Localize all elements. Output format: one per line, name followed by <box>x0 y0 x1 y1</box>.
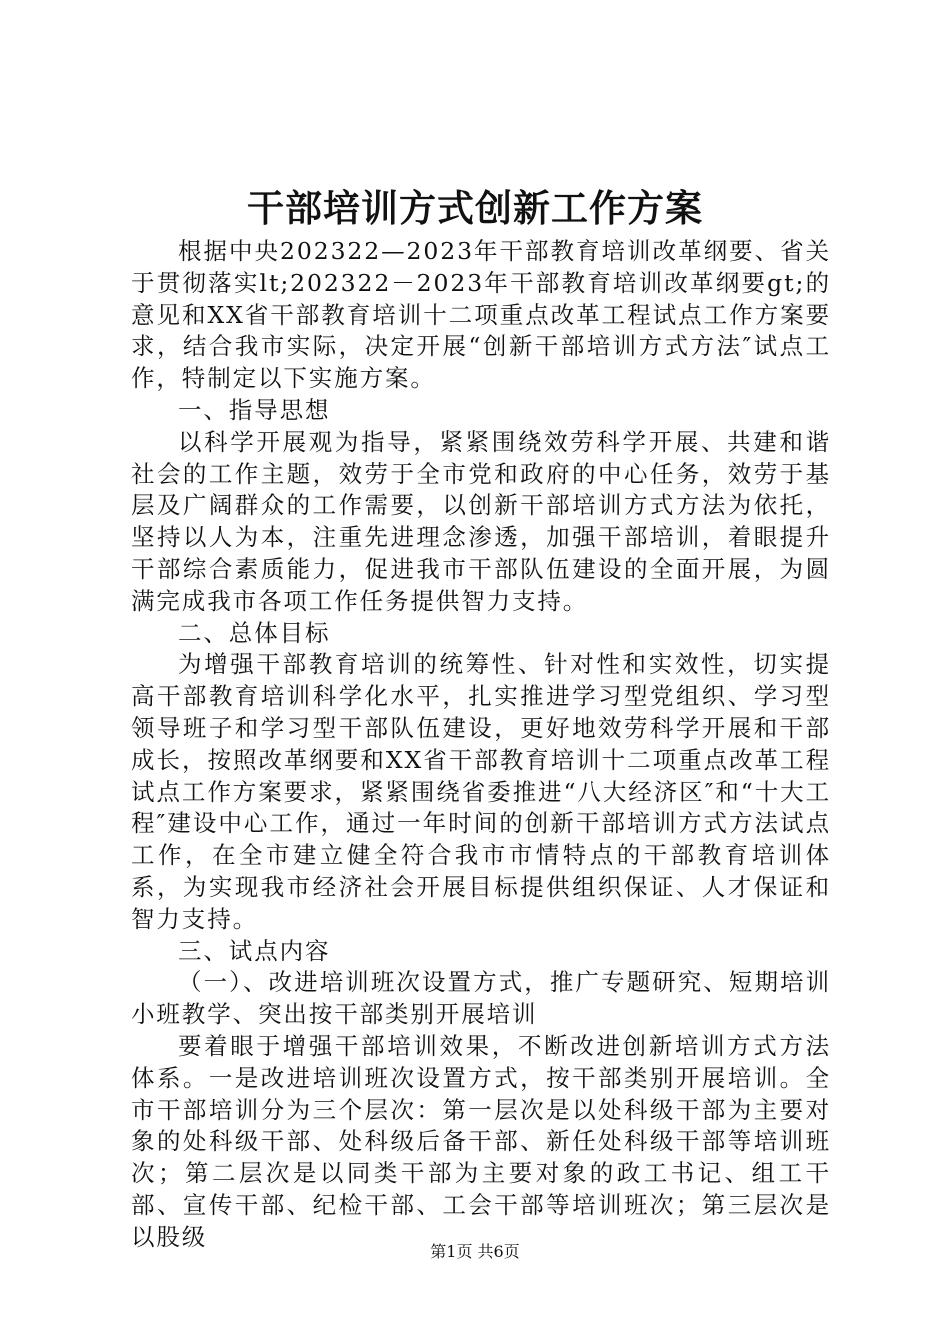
intro-paragraph: 根据中央202322—2023年干部教育培训改革纲要、省关于贯彻落实lt;202322－2023年干部教育培训改革纲要gt;的意见和XX省干部教育培训十二项重点改革工程试点工作方案要求，结合我市实际，决定开展“创新干部培训方式方法″试点工作，特制定以下实施方案。 <box>131 237 831 393</box>
subsection-heading-1: （一）、改进培训班次设置方式，推广专题研究、短期培训小班教学、突出按干部类别开展培训 <box>131 968 831 1029</box>
pilot-content-paragraph: 要着眼于增强干部培训效果，不断改进创新培训方式方法体系。一是改进培训班次设置方式，按干部类别开展培训。全市干部培训分为三个层次：第一层次是以处科级干部为主要对象的处科级干部、处科级后备干部、新任处科级干部等培训班次；第二层次是以同类干部为主要对象的政工书记、组工干部、宣传干部、纪检干部、工会干部等培训班次；第三层次是以股级 <box>131 1031 831 1251</box>
section-heading-overall-goal: 二、总体目标 <box>178 618 331 647</box>
page-footer: 第1页 共6页 <box>430 1242 520 1261</box>
section-heading-guiding-ideology: 一、指导思想 <box>178 395 331 424</box>
guiding-ideology-paragraph: 以科学开展观为指导，紧紧围绕效劳科学开展、共建和谐社会的工作主题，效劳于全市党和政府的中心任务，效劳于基层及广阔群众的工作需要，以创新干部培训方式方法为依托，坚持以人为本，注重先进理念渗透，加强干部培训，着眼提升干部综合素质能力，促进我市干部队伍建设的全面开展，为圆满完成我市各项工作任务提供智力支持。 <box>131 427 831 615</box>
document-body <box>131 236 831 1254</box>
section-heading-pilot-content: 三、试点内容 <box>178 936 331 965</box>
document-title: 干部培训方式创新工作方案 <box>247 186 703 230</box>
overall-goal-paragraph: 为增强干部教育培训的统筹性、针对性和实效性，切实提高干部教育培训科学化水平，扎实推进学习型党组织、学习型领导班子和学习型干部队伍建设，更好地效劳科学开展和干部成长，按照改革纲要和XX省干部教育培训十二项重点改革工程试点工作方案要求，紧紧围绕省委推进“八大经济区″和“十大工程″建设中心工作，通过一年时间的创新干部培训方式方法试点工作，在全市建立健全符合我市市情特点的干部教育培训体系，为实现我市经济社会开展目标提供组织保证、人才保证和智力支持。 <box>131 650 831 933</box>
